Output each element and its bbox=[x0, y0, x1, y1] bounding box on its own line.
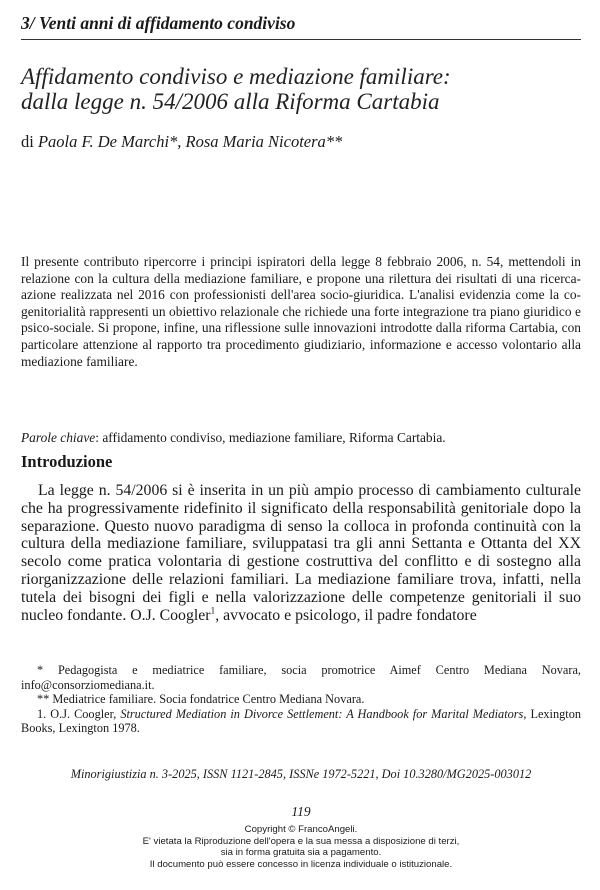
page-number: 119 bbox=[291, 804, 311, 819]
body-paragraph bbox=[21, 482, 581, 624]
title-line-2: dalla legge n. 54/2006 alla Riforma Cartabia bbox=[21, 89, 440, 114]
footnotes bbox=[21, 663, 581, 736]
footnote-3 bbox=[21, 707, 581, 736]
title-line-1: Affidamento condiviso e mediazione familiare: bbox=[21, 64, 451, 89]
copyright-notice bbox=[21, 824, 581, 870]
running-head: 3/ Venti anni di affidamento condiviso bbox=[21, 13, 296, 33]
footnote-3-suffix: , Lexington Books, Lexington 1978. bbox=[21, 706, 581, 736]
author-line bbox=[21, 132, 342, 152]
keywords-label: Parole chiave bbox=[21, 430, 96, 445]
article-title bbox=[21, 64, 581, 114]
body-text-tail: , avvocato e psicologo, il padre fondatore bbox=[215, 606, 477, 624]
author-prefix: di bbox=[21, 132, 34, 151]
abstract: Il presente contributo ripercorre i principi ispiratori della legge 8 febbraio 2006, n. 54, mettendoli in relazione con la cultura della mediazione familiare, e propone una rilettura dei risultati di una ricerca-azione realizzata nel 2016 con professionisti dell'area socio-giuridica. L'analisi evidenzia come la co-genitorialità rappresenti un obiettivo relazionale che richiede una forte integrazione tra piano giuridico e psico-sociale. Si propone, infine, una riflessione sulle innovazioni introdotte dalla riforma Cartabia, con particolare attenzione al rapporto tra procedimento giudiziario, informazione e accesso volontario alla mediazione familiare. bbox=[21, 254, 581, 369]
footnote-3-prefix: 1. O.J. Coogler, bbox=[37, 706, 121, 721]
section-heading: Introduzione bbox=[21, 452, 113, 471]
copyright-line-4: Il documento può essere concesso in licenza individuale o istituzionale. bbox=[149, 858, 453, 870]
copyright-line-2: E' vietata la Riproduzione dell'opera e la sua messa a disposizione di terzi, bbox=[142, 835, 460, 847]
keywords bbox=[21, 430, 581, 446]
author-names: Paola F. De Marchi*, Rosa Maria Nicotera** bbox=[37, 132, 343, 151]
copyright-line-3: sia in forma gratuita sia a pagamento. bbox=[220, 847, 382, 859]
keywords-text: : affidamento condiviso, mediazione familiare, Riforma Cartabia. bbox=[95, 430, 446, 445]
journal-citation: Minorigiustizia n. 3-2025, ISSN 1121-2845, ISSNe 1972-5221, Doi 10.3280/MG2025-003012 bbox=[70, 767, 532, 781]
header-rule bbox=[21, 39, 581, 40]
footnote-ref: 1 bbox=[210, 606, 216, 617]
body-text-main: La legge n. 54/2006 si è inserita in un più ampio processo di cambiamento culturale che ha progressivamente ridefinito il significato della responsabilità genitoriale dopo la separazione. Questo nuovo paradigma di senso la colloca in profonda continuità con la cultura della mediazione familiare, sviluppatasi tra gli anni Settanta e Ottanta del XX secolo come pratica volontaria di gestione costruttiva del conflitto e di sostegno alla riorganizzazione delle relazioni familiari. La mediazione familiare trova, infatti, nella tutela dei bisogni dei figli e nella valorizzazione delle competenze genitoriali il suo nucleo fondante. O.J. Coogler bbox=[21, 482, 581, 624]
document-page bbox=[21, 0, 581, 890]
footnote-1: * Pedagogista e mediatrice familiare, socia promotrice Aimef Centro Mediana Novara, info@consorziomediana.it. bbox=[21, 663, 581, 692]
copyright-line-1: Copyright © FrancoAngeli. bbox=[244, 824, 358, 835]
footnote-2: ** Mediatrice familiare. Socia fondatrice Centro Mediana Novara. bbox=[37, 692, 365, 707]
footnote-3-title: Structured Mediation in Divorce Settlement: A Handbook for Marital Mediators bbox=[120, 706, 524, 721]
